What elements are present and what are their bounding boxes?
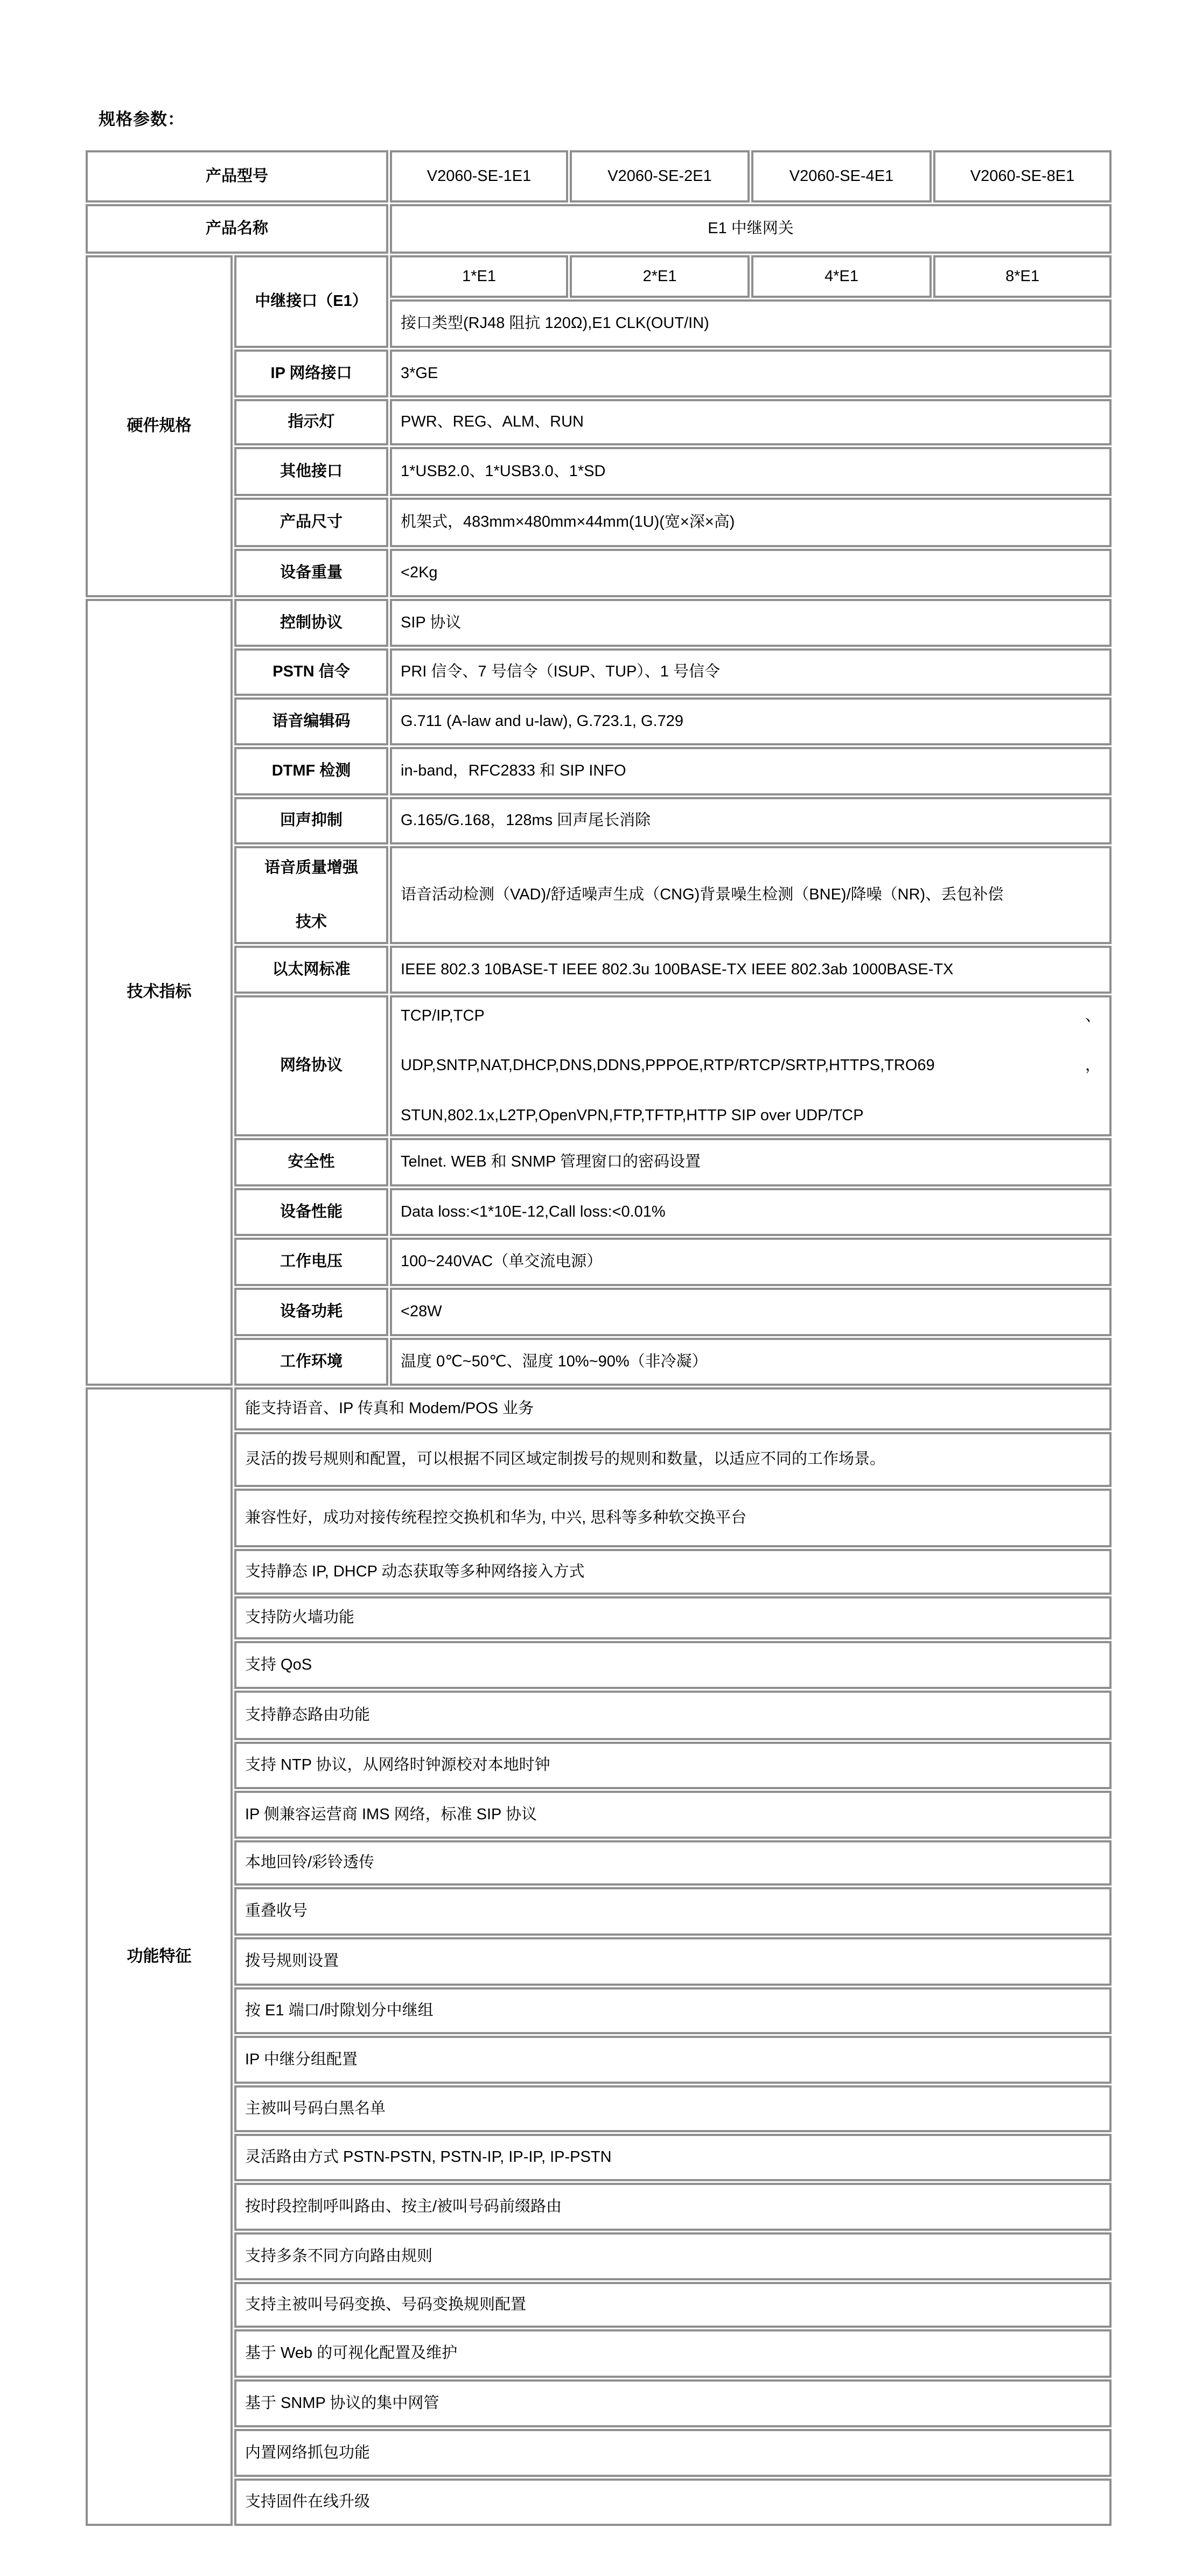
table-row [86,648,1112,696]
row-value: G.165/G.168，128ms 回声尾长消除 [390,797,1112,844]
row-value: SIP 协议 [390,599,1112,647]
feature-cell: 支持静态 IP, DHCP 动态获取等多种网络接入方式 [234,1549,1112,1595]
table-row [86,2036,1112,2084]
row-label-line1: 语音质量增强 [264,859,359,876]
row-value: <2Kg [390,549,1112,597]
model-cell: V2060-SE-8E1 [933,150,1112,203]
row-label: 语音编辑码 [234,697,388,745]
page-title: 规格参数： [99,110,185,129]
feature-cell: 灵活路由方式 PSTN-PSTN, PSTN-IP, IP-IP, IP-PSTN [234,2134,1112,2181]
table-row [86,846,1112,944]
row-label: 控制协议 [234,599,388,647]
trunk-option-cell: 8*E1 [933,255,1112,298]
protocol-line [401,1006,1101,1027]
row-value: 3*GE [390,350,1112,397]
model-cell: V2060-SE-4E1 [751,150,932,203]
row-label-network-protocol: 网络协议 [234,995,388,1136]
table-row [86,697,1112,745]
table-row [86,447,1112,496]
group-hardware: 硬件规格 [86,255,233,597]
table-row [86,2134,1112,2181]
feature-cell: 基于 Web 的可视化配置及维护 [234,2329,1112,2378]
feature-cell: 支持 QoS [234,1641,1112,1689]
row-label: 工作电压 [234,1238,388,1286]
protocol-line-tail: 、 [1085,1007,1101,1024]
row-label: IP 网络接口 [234,350,388,397]
row-value-network-protocol [390,995,1112,1136]
row-label: 设备功耗 [234,1288,388,1336]
table-row [86,1742,1112,1789]
table-row [86,2282,1112,2328]
table-row [86,2429,1112,2477]
feature-cell: IP 中继分组配置 [234,2036,1112,2084]
trunk-detail-cell: 接口类型(RJ48 阻抗 120Ω),E1 CLK(OUT/IN) [390,299,1112,348]
row-value: 温度 0℃~50℃、湿度 10%~90%（非冷凝） [390,1338,1112,1386]
feature-cell: 能支持语音、IP 传真和 Modem/POS 业务 [234,1387,1112,1430]
table-row [86,1596,1112,1639]
product-name-value: E1 中继网关 [390,204,1112,254]
trunk-option-cell: 2*E1 [570,255,750,298]
group-tech: 技术指标 [86,599,233,1386]
table-row [86,599,1112,647]
feature-cell: 重叠收号 [234,1887,1112,1936]
row-label-product-name: 产品名称 [86,204,388,254]
row-value: PRI 信令、7 号信令（ISUP、TUP）、1 号信令 [390,648,1112,696]
table-row [86,255,1112,298]
table-row [86,549,1112,597]
row-value: Data loss:<1*10E-12,Call loss:<0.01% [390,1188,1112,1236]
table-row [86,150,1112,203]
table-row [86,1288,1112,1336]
row-label: 安全性 [234,1138,388,1186]
trunk-option-cell: 4*E1 [751,255,932,298]
feature-cell: 支持静态路由功能 [234,1691,1112,1740]
table-row [86,946,1112,994]
protocol-line-tail: ， [1085,1057,1101,1074]
table-row [86,1549,1112,1595]
feature-cell: 灵活的拨号规则和配置，可以根据不同区域定制拨号的规则和数量，以适应不同的工作场景。 [234,1432,1112,1487]
table-row [86,1691,1112,1740]
model-cell: V2060-SE-1E1 [390,150,568,203]
table-row [86,1387,1112,1430]
table-row [86,498,1112,547]
row-label-trunk-e1: 中继接口（E1） [234,255,388,348]
row-value: PWR、REG、ALM、RUN [390,399,1112,445]
table-row [86,1138,1112,1186]
table-row [86,399,1112,445]
feature-cell: 主被叫号码白黑名单 [234,2085,1112,2132]
row-label-product-model: 产品型号 [86,150,388,203]
table-row [86,1238,1112,1286]
row-label-voice-quality [234,846,388,944]
table-row [86,1432,1112,1487]
table-row [86,2479,1112,2526]
protocol-line-text: STUN,802.1x,L2TP,OpenVPN,FTP,TFTP,HTTP SIP over UDP/TCP [401,1107,864,1125]
feature-cell: 支持防火墙功能 [234,1596,1112,1639]
protocol-line [401,1105,1101,1126]
row-value: 语音活动检测（VAD)/舒适噪声生成（CNG)背景噪生检测（BNE)/降噪（NR)、丢包补偿 [390,846,1112,944]
row-label: DTMF 检测 [234,747,388,795]
row-value: 100~240VAC（单交流电源） [390,1238,1112,1286]
row-value: in-band，RFC2833 和 SIP INFO [390,747,1112,795]
table-row [86,1338,1112,1386]
feature-cell: 按时段控制呼叫路由、按主/被叫号码前缀路由 [234,2183,1112,2231]
table-row [86,1791,1112,1839]
feature-cell: 基于 SNMP 协议的集中网管 [234,2379,1112,2427]
row-value: <28W [390,1288,1112,1336]
row-label: 指示灯 [234,399,388,445]
row-label-line2: 技术 [296,913,327,931]
row-label: 以太网标准 [234,946,388,994]
table-row [86,1641,1112,1689]
row-label: 回声抑制 [234,797,388,844]
feature-cell: 按 E1 端口/时隙划分中继组 [234,1987,1112,2034]
row-label: 设备性能 [234,1188,388,1236]
row-value: IEEE 802.3 10BASE-T IEEE 802.3u 100BASE-TX IEEE 802.3ab 1000BASE-TX [390,946,1112,994]
feature-cell: 支持固件在线升级 [234,2479,1112,2526]
feature-cell: 本地回铃/彩铃透传 [234,1840,1112,1886]
group-features: 功能特征 [86,1387,233,2526]
row-value: 机架式，483mm×480mm×44mm(1U)(宽×深×高) [390,498,1112,547]
table-row [86,1489,1112,1547]
table-row [86,2379,1112,2427]
table-row [86,2183,1112,2231]
protocol-line [401,1055,1101,1076]
table-row [86,204,1112,254]
row-value: 1*USB2.0、1*USB3.0、1*SD [390,447,1112,496]
table-row [86,2232,1112,2280]
table-row [86,350,1112,397]
row-label: PSTN 信令 [234,648,388,696]
table-row [86,2329,1112,2378]
spec-table [84,149,1113,2528]
row-value: G.711 (A-law and u-law), G.723.1, G.729 [390,697,1112,745]
trunk-option-cell: 1*E1 [390,255,568,298]
feature-cell: IP 侧兼容运营商 IMS 网络，标准 SIP 协议 [234,1791,1112,1839]
protocol-line-text: TCP/IP,TCP [401,1007,485,1024]
table-row [86,1887,1112,1936]
table-row [86,797,1112,844]
row-label: 产品尺寸 [234,498,388,547]
table-row [86,995,1112,1136]
feature-cell: 内置网络抓包功能 [234,2429,1112,2477]
feature-cell: 拨号规则设置 [234,1937,1112,1986]
table-row [86,1840,1112,1886]
feature-cell: 支持 NTP 协议，从网络时钟源校对本地时钟 [234,1742,1112,1789]
feature-cell: 兼容性好，成功对接传统程控交换机和华为, 中兴, 思科等多种软交换平台 [234,1489,1112,1547]
table-row [86,747,1112,795]
model-cell: V2060-SE-2E1 [570,150,750,203]
protocol-line-text: UDP,SNTP,NAT,DHCP,DNS,DDNS,PPPOE,RTP/RTCP/SRTP,HTTPS,TRO69 [401,1057,935,1074]
row-label: 设备重量 [234,549,388,597]
feature-cell: 支持多条不同方向路由规则 [234,2232,1112,2280]
table-row [86,2085,1112,2132]
table-row [86,1188,1112,1236]
table-row [86,1987,1112,2034]
table-row [86,1937,1112,1986]
row-label: 其他接口 [234,447,388,496]
feature-cell: 支持主被叫号码变换、号码变换规则配置 [234,2282,1112,2328]
row-label: 工作环境 [234,1338,388,1386]
row-value: Telnet. WEB 和 SNMP 管理窗口的密码设置 [390,1138,1112,1186]
